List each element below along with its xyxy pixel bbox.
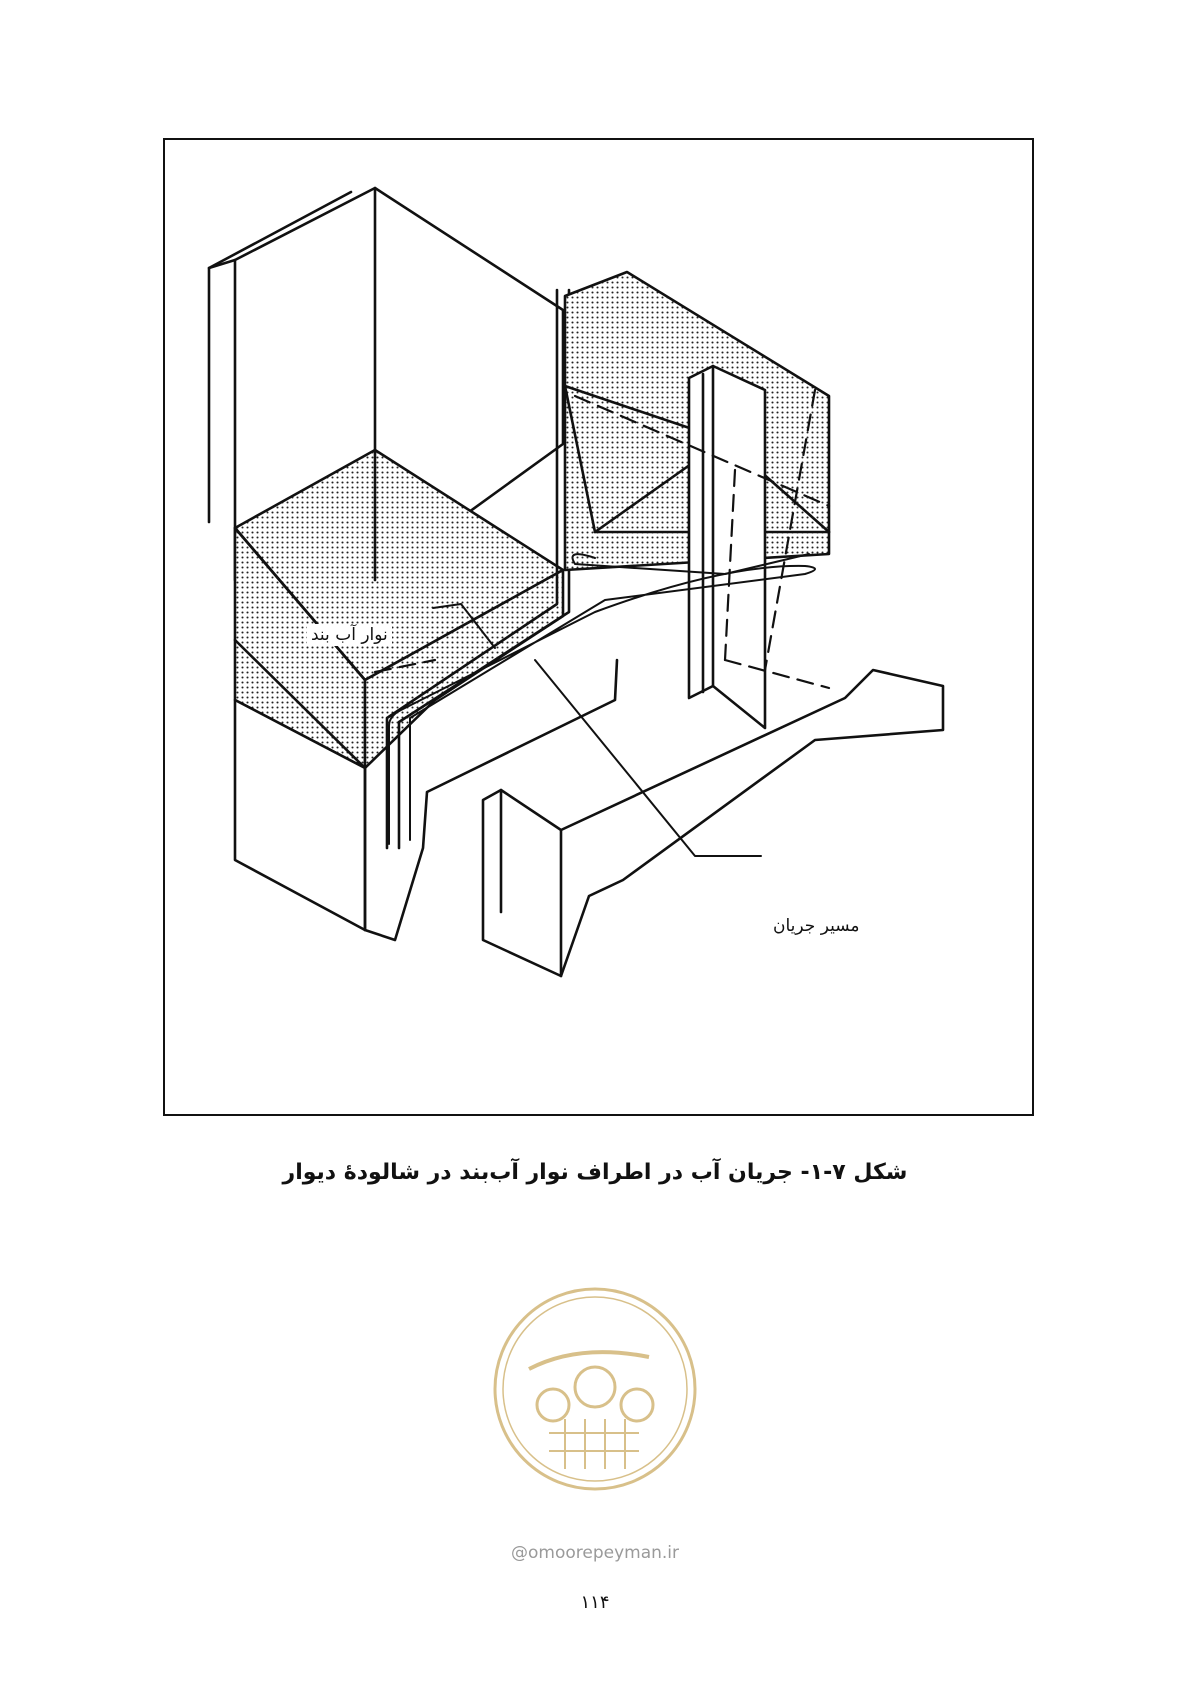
right-wall bbox=[689, 366, 765, 728]
website-url: @omoorepeyman.ir bbox=[510, 1543, 680, 1563]
foundation-wall-waterstop-drawing bbox=[165, 140, 1032, 1114]
right-footing bbox=[483, 790, 561, 976]
waterstop-label: نوار آب بند bbox=[307, 624, 392, 646]
page-number: ۱۱۴ bbox=[580, 1592, 610, 1613]
omoorepeyman-logo bbox=[489, 1283, 701, 1495]
figure-caption: شکل ۷-۱- جریان آب در اطراف نوار آب‌بند در شالودهٔ دیوار bbox=[282, 1160, 908, 1185]
flow-path-label: مسیر جریان bbox=[769, 915, 863, 937]
figure-frame bbox=[163, 138, 1034, 1116]
